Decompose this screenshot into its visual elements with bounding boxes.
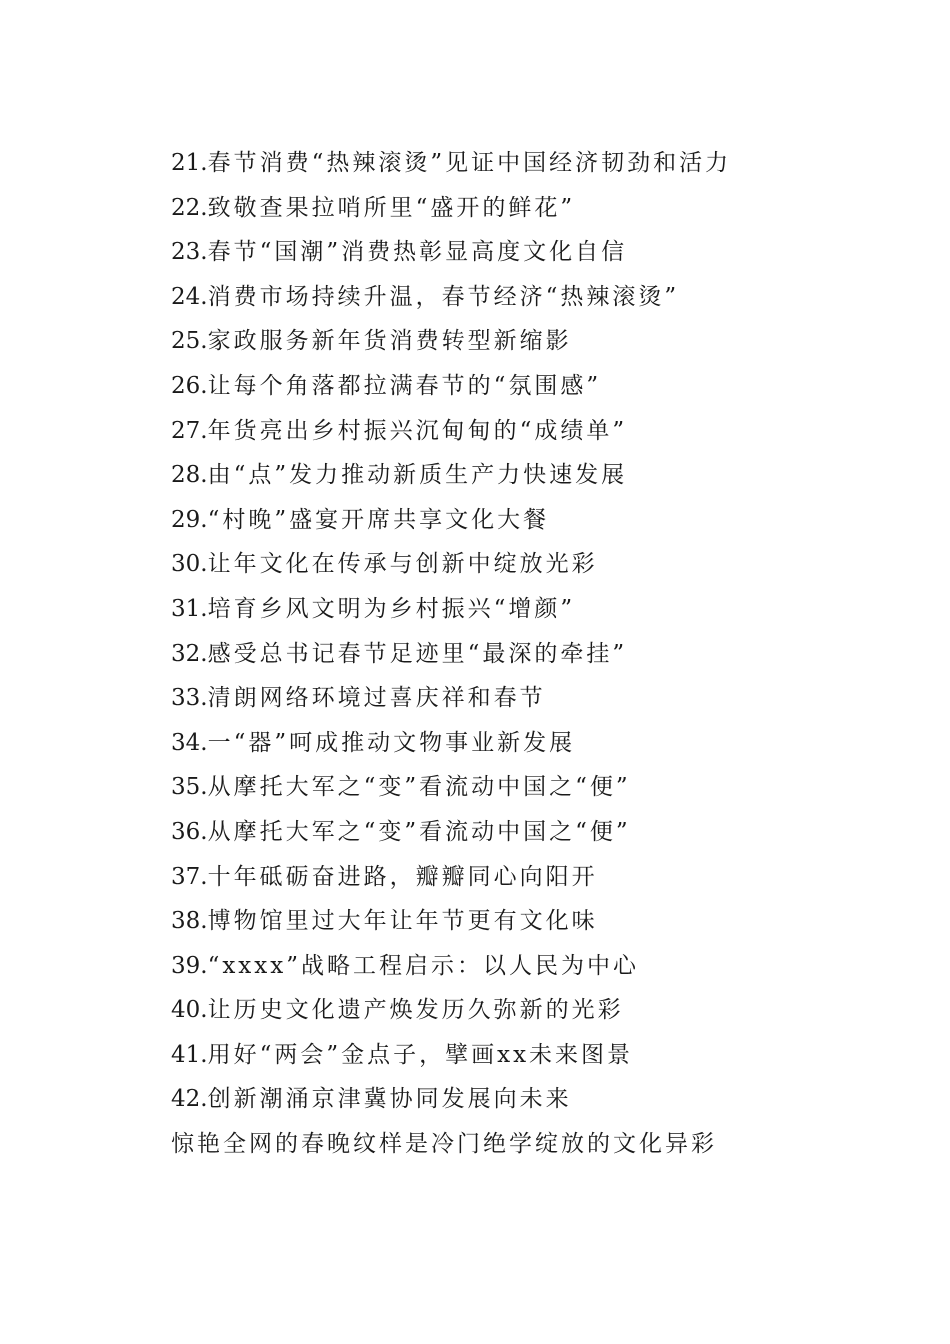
item-number: 39. [171,952,208,979]
item-number: 28. [171,462,208,489]
item-text: 让每个角落都拉满春节的“氛围感” [207,372,602,399]
list-item [171,767,871,812]
item-number: 42. [171,1086,208,1113]
list-item [171,857,871,902]
item-number: 32. [171,640,208,667]
list-item [171,812,871,857]
item-number: 38. [171,908,208,935]
list-item [171,1035,871,1080]
item-text: 博物馆里过大年让年节更有文化味 [207,908,598,935]
item-text: 年货亮出乡村振兴沉甸甸的“成绩单” [207,417,628,444]
item-number: 30. [171,551,208,578]
item-number: 36. [171,818,208,845]
list-item [171,544,871,589]
item-number: 24. [171,283,208,310]
item-text: 春节消费“热辣滚烫”见证中国经济韧劲和活力 [207,150,732,176]
item-text: 让历史文化遗产焕发历久弥新的光彩 [207,997,624,1024]
list-item [171,946,871,991]
item-number: 40. [171,997,208,1024]
item-text: 从摩托大军之“变”看流动中国之“便” [207,774,631,801]
item-number: 22. [171,194,208,221]
item-text: 十年砥砺奋进路，瓣瓣同心向阳开 [207,863,598,890]
item-number: 34. [171,729,208,756]
list-item [171,366,871,411]
list-item [171,321,871,366]
item-text: “村晚”盛宴开席共享文化大餐 [207,506,550,533]
item-text: 一“器”呵成推动文物事业新发展 [207,729,576,756]
title-list [171,143,871,1169]
item-text: 感受总书记春节足迹里“最深的牵挂” [207,640,628,667]
list-item [171,277,871,322]
item-text: 消费市场持续升温，春节经济“热辣滚烫” [207,283,680,310]
list-item [171,143,871,188]
list-item [171,455,871,500]
item-number: 29. [171,506,208,533]
item-number: 31. [171,595,208,622]
list-item [171,232,871,277]
item-number: 21. [171,150,208,176]
list-item [171,723,871,768]
item-number: 26. [171,372,208,399]
item-number: 37. [171,863,208,890]
item-text: 用好“两会”金点子，擘画xx未来图景 [207,1041,634,1068]
item-text: 春节“国潮”消费热彰显高度文化自信 [207,239,628,266]
list-item [171,500,871,545]
item-text: 由“点”发力推动新质生产力快速发展 [207,462,628,489]
closing-line: 惊艳全网的春晚纹样是冷门绝学绽放的文化异彩 [171,1131,717,1158]
item-text: 致敬查果拉哨所里“盛开的鲜花” [207,194,576,221]
item-text: 家政服务新年货消费转型新缩影 [207,328,572,355]
item-text: “xxxx”战略工程启示：以人民为中心 [207,952,639,979]
item-number: 41. [171,1041,208,1068]
item-text: 创新潮涌京津冀协同发展向未来 [207,1086,572,1113]
list-item [171,589,871,634]
item-text: 从摩托大军之“变”看流动中国之“便” [207,818,631,845]
list-item [171,901,871,946]
item-number: 27. [171,417,208,444]
item-number: 33. [171,685,208,712]
list-item [171,678,871,723]
list-item [171,411,871,456]
list-item [171,1079,871,1124]
item-text: 培育乡风文明为乡村振兴“增颜” [207,595,576,622]
list-item [171,990,871,1035]
item-text: 清朗网络环境过喜庆祥和春节 [207,685,546,712]
item-text: 让年文化在传承与创新中绽放光彩 [207,551,598,578]
item-number: 23. [171,239,208,266]
list-item [171,634,871,679]
item-number: 25. [171,328,208,355]
item-number: 35. [171,774,208,801]
list-item [171,188,871,233]
